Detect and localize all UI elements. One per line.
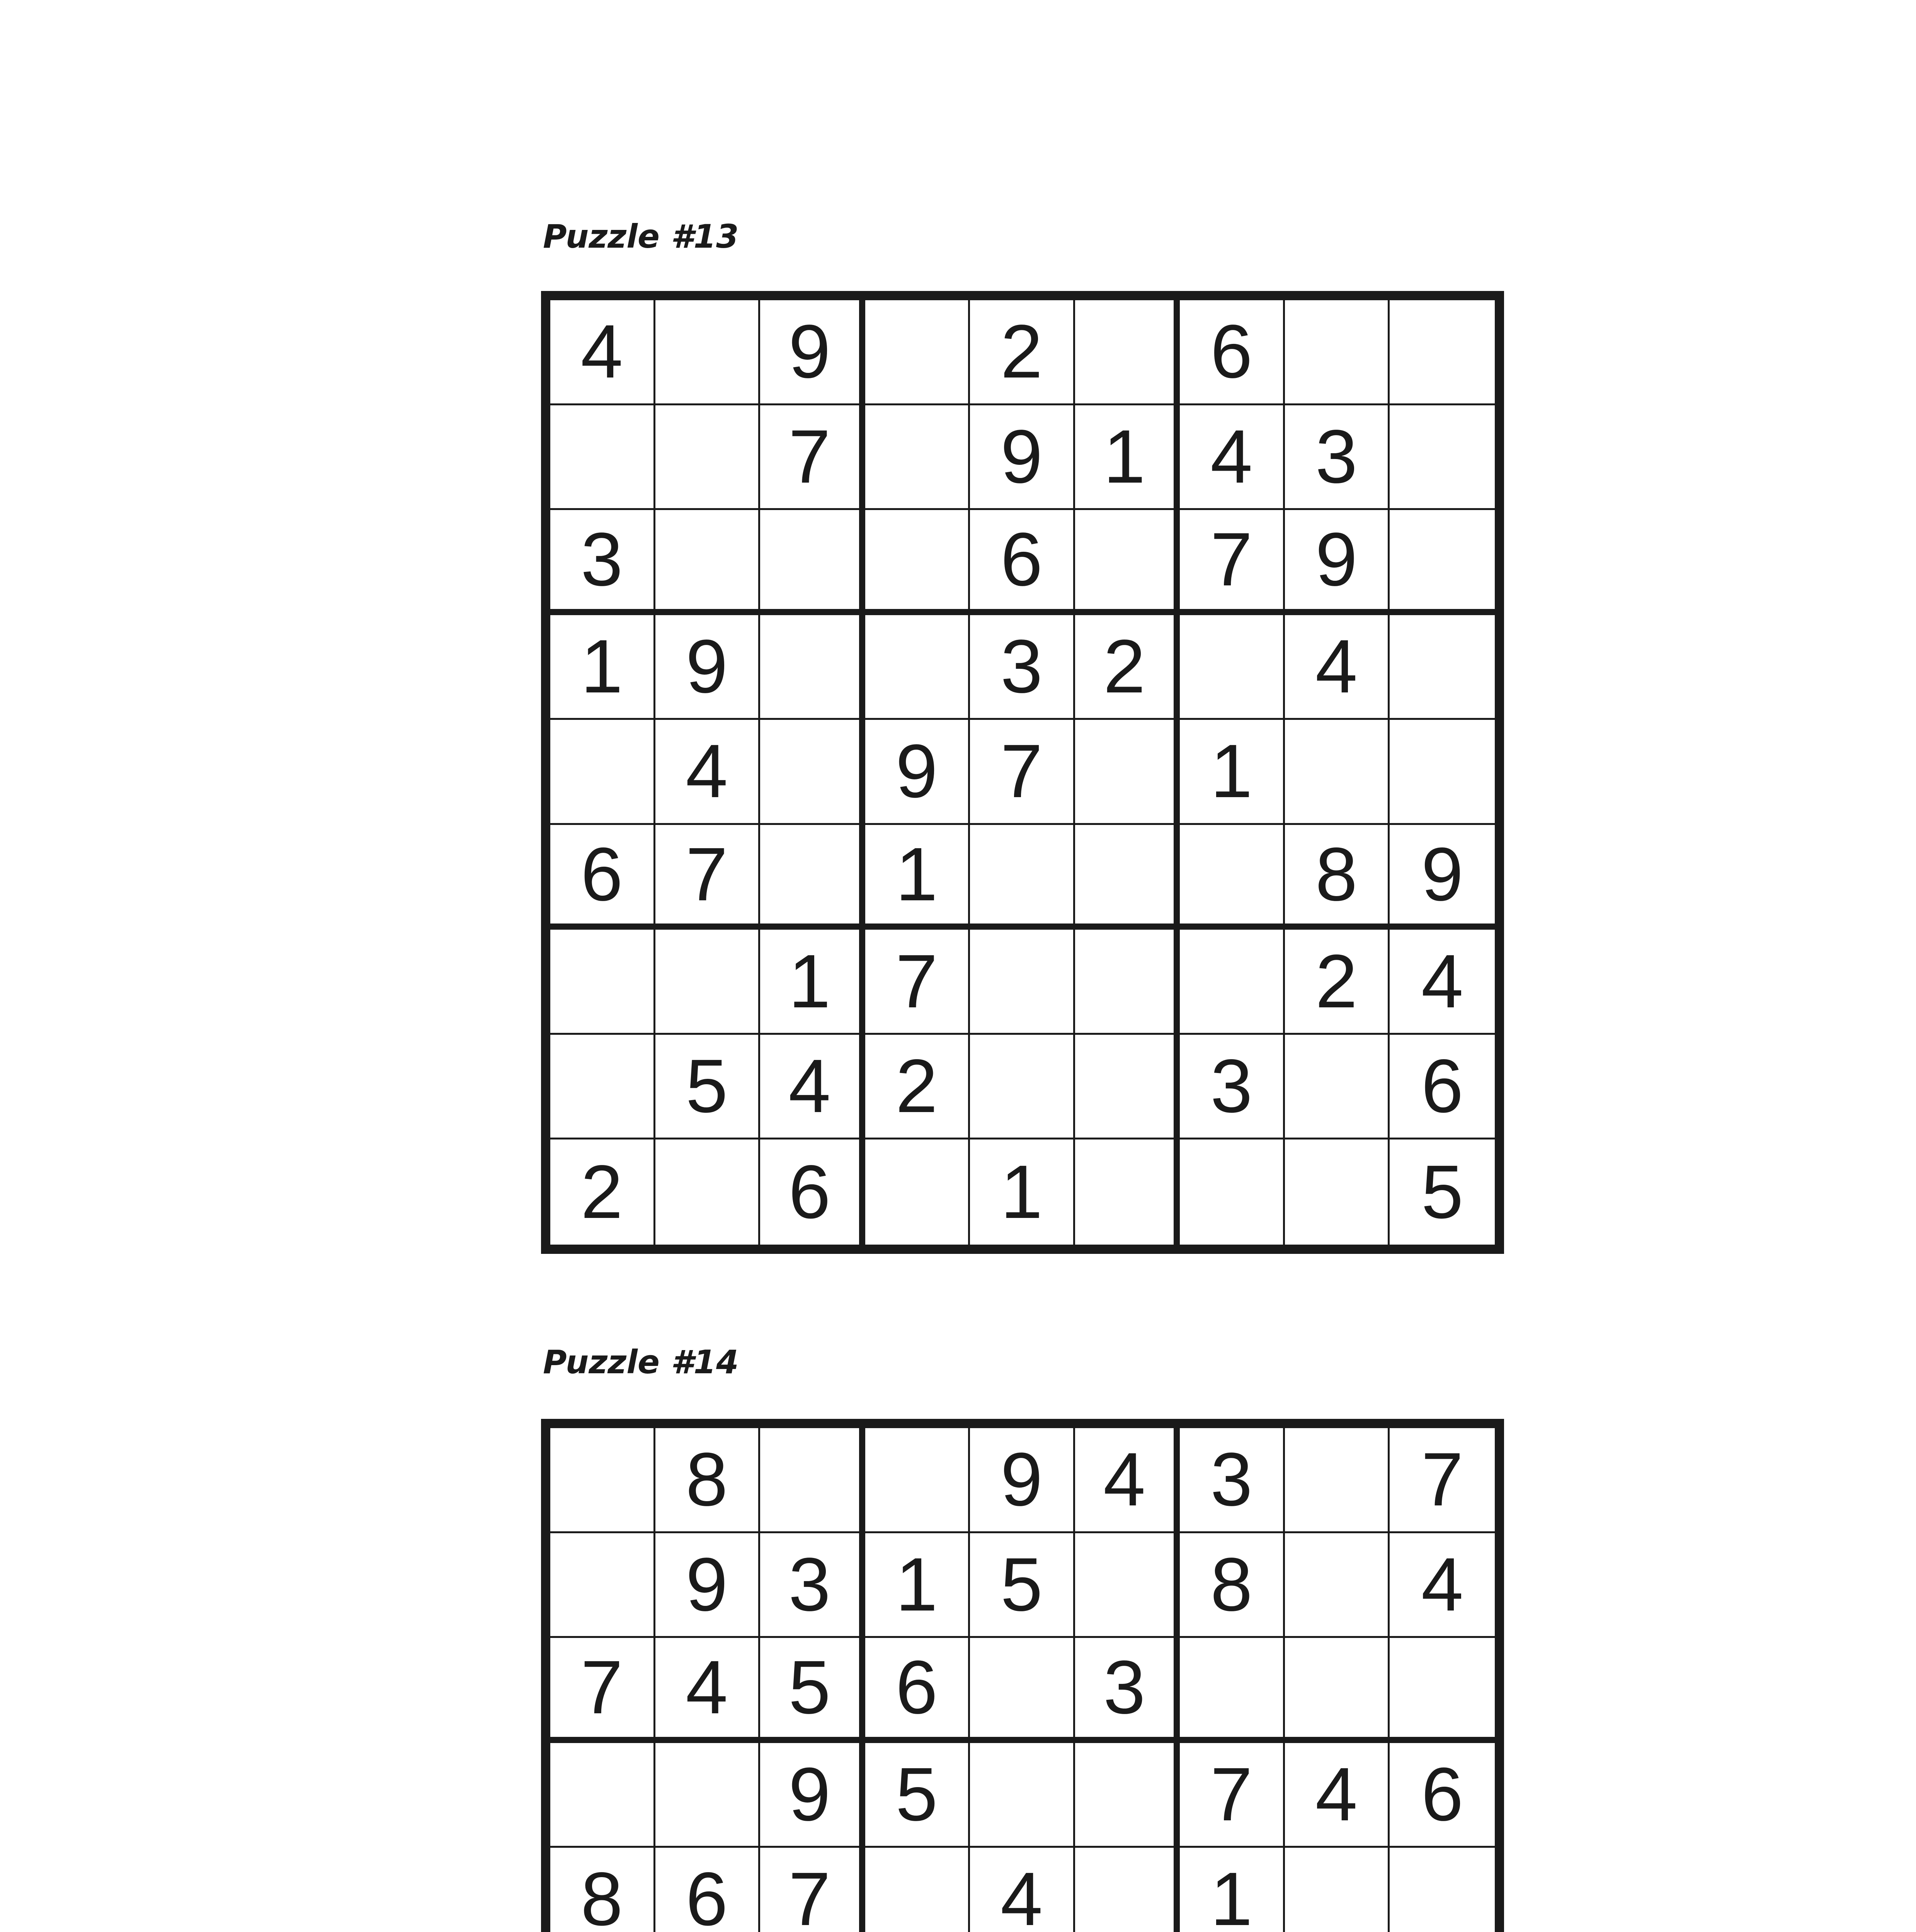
sudoku-cell-r9-c1: 2 [550,1139,655,1245]
sudoku-cell-r3-c9 [1390,1638,1495,1743]
sudoku-cell-r9-c5: 1 [970,1139,1075,1245]
sudoku-cell-r1-c6 [1075,300,1180,405]
sudoku-cell-r4-c4 [865,615,970,720]
sudoku-cell-r6-c3 [760,825,865,930]
sudoku-cell-r1-c5: 2 [970,300,1075,405]
sudoku-cell-r8-c9: 6 [1390,1035,1495,1140]
sudoku-cell-r7-c2 [655,930,761,1035]
sudoku-cell-r9-c2 [655,1139,761,1245]
puzzle-14-title: Puzzle #14 [543,1343,739,1381]
sudoku-cell-r1-c6: 4 [1075,1428,1180,1533]
sudoku-cell-r5-c5: 7 [970,720,1075,825]
sudoku-cell-r3-c9 [1390,510,1495,615]
sudoku-cell-r6-c6 [1075,825,1180,930]
sudoku-cell-r8-c3: 4 [760,1035,865,1140]
sudoku-cell-r8-c4: 2 [865,1035,970,1140]
sudoku-cell-r2-c4: 1 [865,1533,970,1638]
sudoku-cell-r6-c4: 1 [865,825,970,930]
sudoku-cell-r5-c9 [1390,1848,1495,1932]
sudoku-cell-r5-c5: 4 [970,1848,1075,1932]
sudoku-cell-r5-c1 [550,720,655,825]
sudoku-cell-r2-c5: 5 [970,1533,1075,1638]
sudoku-cell-r4-c4: 5 [865,1743,970,1848]
sudoku-cell-r3-c5: 6 [970,510,1075,615]
sudoku-cell-r1-c4 [865,300,970,405]
sudoku-cell-r1-c9 [1390,300,1495,405]
sudoku-cell-r2-c4 [865,405,970,510]
sudoku-cell-r1-c3 [760,1428,865,1533]
sudoku-cell-r5-c2: 4 [655,720,761,825]
sudoku-cell-r4-c1: 1 [550,615,655,720]
sudoku-cell-r3-c6: 3 [1075,1638,1180,1743]
sudoku-cell-r8-c1 [550,1035,655,1140]
sudoku-cell-r4-c6: 2 [1075,615,1180,720]
sudoku-cell-r4-c8: 4 [1285,615,1390,720]
sudoku-cell-r5-c2: 6 [655,1848,761,1932]
sudoku-cell-r2-c1 [550,1533,655,1638]
sudoku-cell-r7-c9: 4 [1390,930,1495,1035]
sudoku-cell-r5-c3 [760,720,865,825]
sudoku-cell-r7-c5 [970,930,1075,1035]
sudoku-cell-r2-c2: 9 [655,1533,761,1638]
sudoku-cell-r4-c1 [550,1743,655,1848]
sudoku-cell-r8-c2: 5 [655,1035,761,1140]
sudoku-cell-r1-c7: 6 [1180,300,1285,405]
sudoku-cell-r5-c6 [1075,720,1180,825]
sudoku-cell-r3-c2: 4 [655,1638,761,1743]
sudoku-cell-r5-c4: 9 [865,720,970,825]
sudoku-cell-r1-c8 [1285,1428,1390,1533]
sudoku-cell-r5-c7: 1 [1180,1848,1285,1932]
sudoku-cell-r4-c2: 9 [655,615,761,720]
sudoku-cell-r7-c8: 2 [1285,930,1390,1035]
sudoku-cell-r3-c6 [1075,510,1180,615]
sudoku-cell-r5-c1: 8 [550,1848,655,1932]
sudoku-cell-r7-c6 [1075,930,1180,1035]
sudoku-cell-r3-c8 [1285,1638,1390,1743]
puzzle-13-title: Puzzle #13 [543,218,739,255]
sudoku-cell-r3-c2 [655,510,761,615]
sudoku-cell-r4-c3: 9 [760,1743,865,1848]
sudoku-cell-r2-c1 [550,405,655,510]
sudoku-cell-r3-c4: 6 [865,1638,970,1743]
sudoku-cell-r2-c2 [655,405,761,510]
sudoku-cell-r3-c8: 9 [1285,510,1390,615]
sudoku-cell-r2-c5: 9 [970,405,1075,510]
sudoku-cell-r9-c4 [865,1139,970,1245]
sudoku-cell-r5-c8 [1285,1848,1390,1932]
sudoku-cell-r3-c1: 7 [550,1638,655,1743]
sudoku-cell-r1-c2 [655,300,761,405]
sudoku-cell-r8-c5 [970,1035,1075,1140]
sudoku-cell-r5-c9 [1390,720,1495,825]
sudoku-cell-r9-c8 [1285,1139,1390,1245]
sudoku-cell-r8-c8 [1285,1035,1390,1140]
sudoku-cell-r5-c7: 1 [1180,720,1285,825]
sudoku-cell-r9-c6 [1075,1139,1180,1245]
sudoku-cell-r1-c9: 7 [1390,1428,1495,1533]
sudoku-cell-r9-c7 [1180,1139,1285,1245]
sudoku-cell-r6-c2: 7 [655,825,761,930]
sudoku-cell-r1-c4 [865,1428,970,1533]
sudoku-cell-r5-c4 [865,1848,970,1932]
sudoku-cell-r6-c9: 9 [1390,825,1495,930]
sudoku-cell-r2-c7: 8 [1180,1533,1285,1638]
sudoku-grid-puzzle-14 [541,1419,1504,1932]
sudoku-cell-r8-c7: 3 [1180,1035,1285,1140]
sudoku-cell-r3-c3 [760,510,865,615]
sudoku-grid-puzzle-13 [541,291,1504,1254]
sudoku-cell-r7-c4: 7 [865,930,970,1035]
sudoku-cell-r9-c3: 6 [760,1139,865,1245]
sudoku-cell-r4-c8: 4 [1285,1743,1390,1848]
sudoku-cell-r3-c5 [970,1638,1075,1743]
sudoku-cell-r2-c9 [1390,405,1495,510]
sudoku-cell-r3-c7: 7 [1180,510,1285,615]
sudoku-cell-r3-c3: 5 [760,1638,865,1743]
sudoku-cell-r5-c8 [1285,720,1390,825]
sudoku-cell-r2-c9: 4 [1390,1533,1495,1638]
sudoku-cell-r6-c8: 8 [1285,825,1390,930]
sudoku-cell-r1-c7: 3 [1180,1428,1285,1533]
sudoku-cell-r7-c3: 1 [760,930,865,1035]
sudoku-cell-r1-c5: 9 [970,1428,1075,1533]
sudoku-cell-r7-c1 [550,930,655,1035]
sudoku-cell-r4-c7 [1180,615,1285,720]
sudoku-cell-r8-c6 [1075,1035,1180,1140]
sudoku-cell-r6-c7 [1180,825,1285,930]
sudoku-cell-r1-c1 [550,1428,655,1533]
sudoku-cell-r6-c1: 6 [550,825,655,930]
sudoku-cell-r2-c6 [1075,1533,1180,1638]
sudoku-cell-r2-c8 [1285,1533,1390,1638]
sudoku-cell-r9-c9: 5 [1421,1150,1463,1235]
sudoku-cell-r4-c5: 3 [970,615,1075,720]
sudoku-cell-r2-c3: 7 [760,405,865,510]
sudoku-cell-r5-c3: 7 [760,1848,865,1932]
sudoku-cell-r4-c9 [1390,615,1495,720]
sudoku-cell-r1-c1: 4 [550,300,655,405]
sudoku-cell-r4-c6 [1075,1743,1180,1848]
sudoku-cell-r2-c3: 3 [760,1533,865,1638]
sudoku-cell-r1-c8 [1285,300,1390,405]
sudoku-cell-r4-c9: 6 [1390,1743,1495,1848]
sudoku-cell-r4-c5 [970,1743,1075,1848]
sudoku-cell-r2-c8: 3 [1285,405,1390,510]
sudoku-cell-r1-c2: 8 [655,1428,761,1533]
sudoku-cell-r2-c6: 1 [1075,405,1180,510]
sudoku-cell-r2-c7: 4 [1180,405,1285,510]
sudoku-cell-r1-c3: 9 [760,300,865,405]
sudoku-cell-r4-c7: 7 [1180,1743,1285,1848]
sudoku-cell-r3-c7 [1180,1638,1285,1743]
sudoku-cell-r4-c3 [760,615,865,720]
sudoku-cell-r3-c4 [865,510,970,615]
sudoku-cell-r7-c7 [1180,930,1285,1035]
sudoku-cell-r3-c1: 3 [550,510,655,615]
sudoku-cell-r4-c2 [655,1743,761,1848]
sudoku-cell-r6-c5 [970,825,1075,930]
sudoku-cell-r5-c6 [1075,1848,1180,1932]
